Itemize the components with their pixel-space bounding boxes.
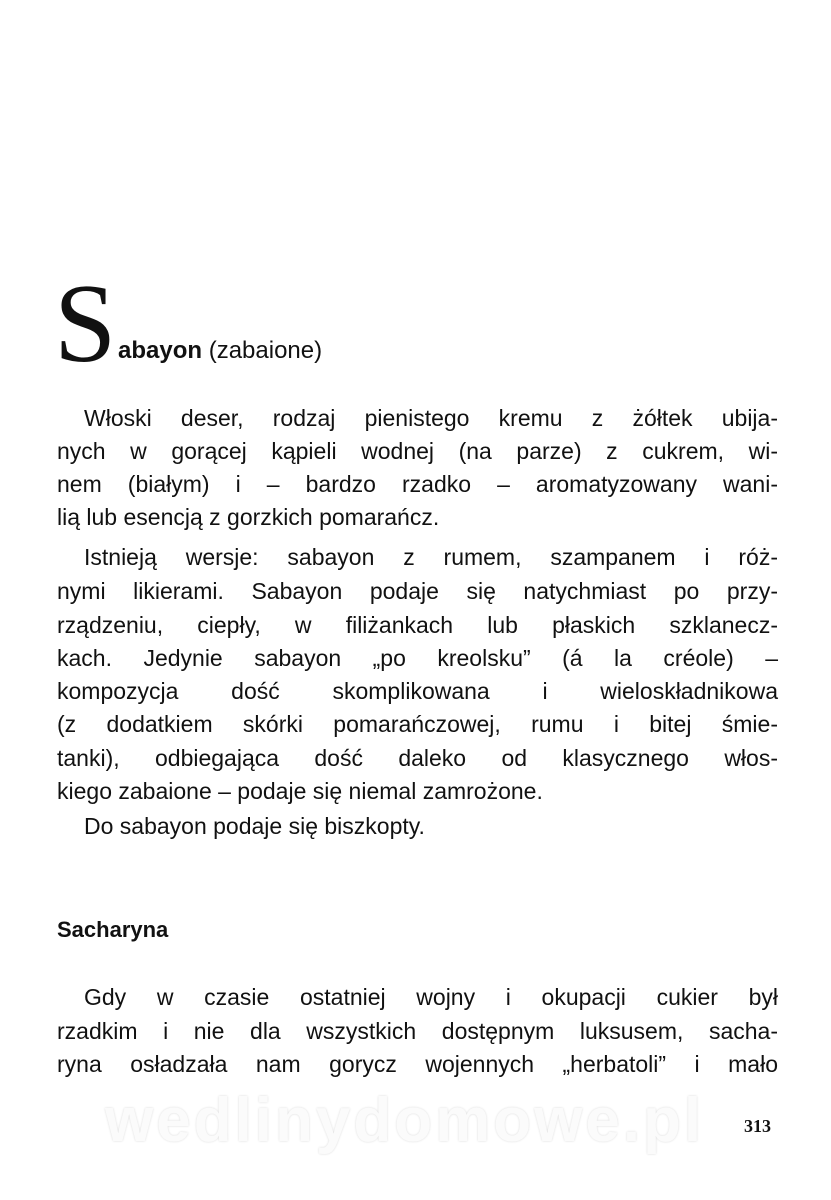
text-line: Istnieją wersje: sabayon z rumem, szampanem i róż-: [84, 544, 778, 570]
entry-title-sabayon: [118, 336, 322, 366]
drop-cap: S: [54, 262, 117, 386]
text-line: rządzeniu, ciepły, w filiżankach lub płaskich szklanecz-: [57, 612, 778, 638]
text-line: Włoski deser, rodzaj pienistego kremu z żółtek ubija-: [84, 405, 778, 431]
watermark: wedlinydomowe.pl: [105, 1086, 705, 1155]
text-line: Do sabayon podaje się biszkopty.: [84, 813, 425, 839]
text-line: kompozycja dość skomplikowana i wieloskładnikowa: [57, 678, 778, 704]
title-bold: abayon: [118, 337, 203, 364]
text-line: Gdy w czasie ostatniej wojny i okupacji cukier był: [84, 984, 778, 1010]
text-line: kiego zabaione – podaje się niemal zamrożone.: [57, 778, 543, 804]
text-line: nych w gorącej kąpieli wodnej (na parze) z cukrem, wi-: [57, 438, 778, 464]
text-line: ryna osładzała nam gorycz wojennych „herbatoli” i mało: [57, 1051, 778, 1077]
text-line: kach. Jedynie sabayon „po kreolsku” (á la créole) –: [57, 645, 778, 671]
text-line: nem (białym) i – bardzo rzadko – aromatyzowany wani-: [57, 471, 778, 497]
text-line: nymi likierami. Sabayon podaje się natychmiast po przy-: [57, 578, 778, 604]
entry-title-sacharyna: Sacharyna: [57, 917, 169, 942]
text-line: lią lub esencją z gorzkich pomarańcz.: [57, 504, 440, 530]
title-rest: (zabaione): [202, 337, 323, 364]
page-number: 313: [744, 1116, 771, 1136]
text-line: rzadkim i nie dla wszystkich dostępnym luksusem, sacha-: [57, 1018, 778, 1044]
text-line: (z dodatkiem skórki pomarańczowej, rumu i bitej śmie-: [57, 711, 778, 737]
text-line: tanki), odbiegająca dość daleko od klasycznego włos-: [57, 745, 778, 771]
